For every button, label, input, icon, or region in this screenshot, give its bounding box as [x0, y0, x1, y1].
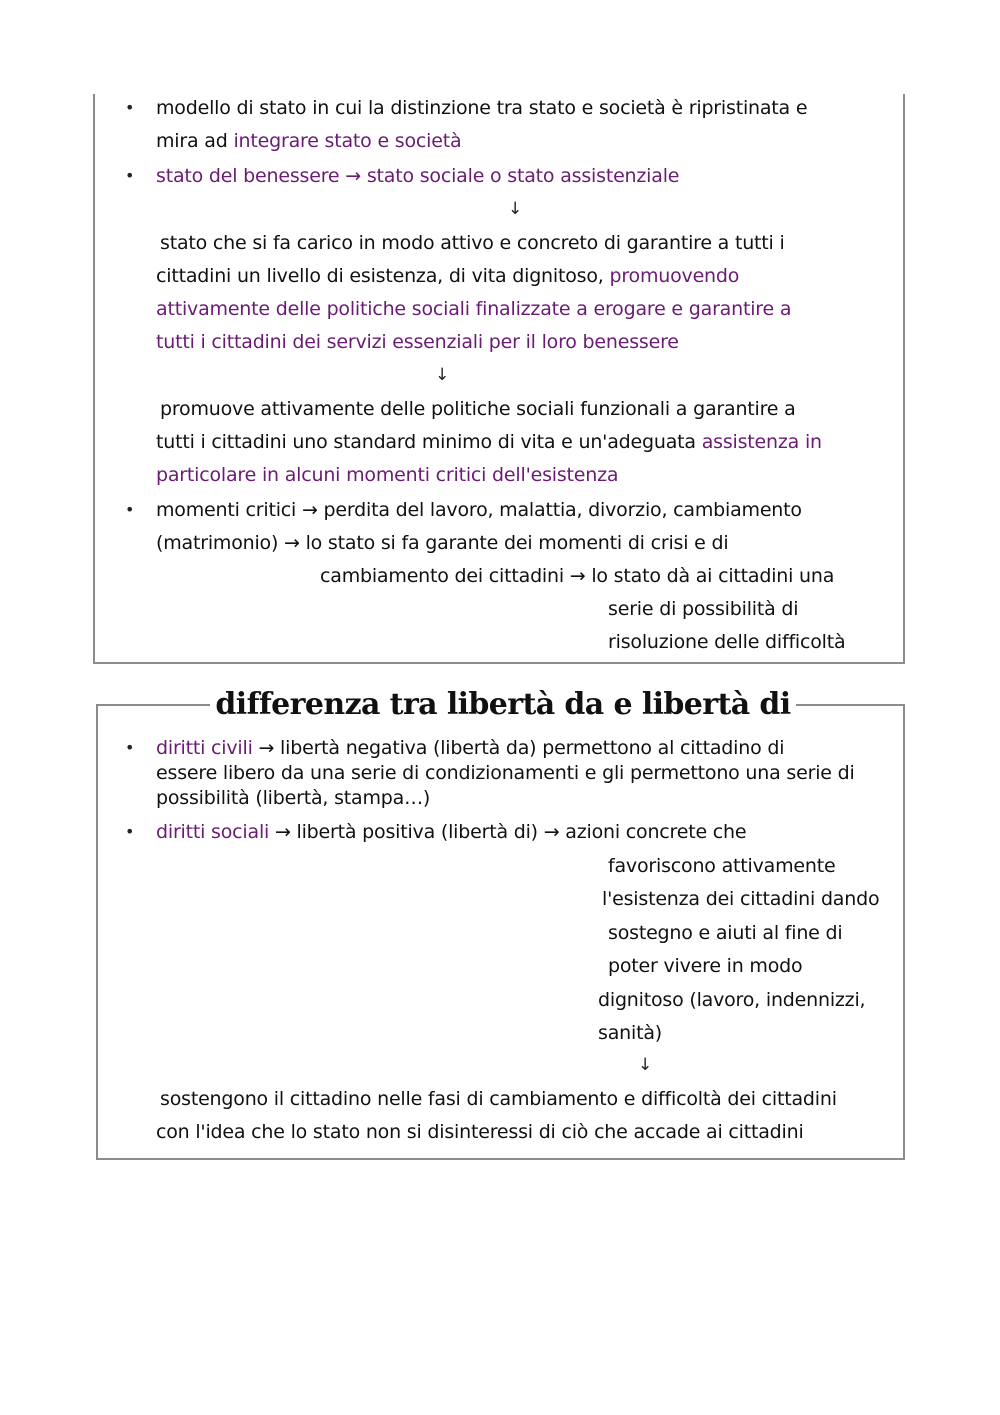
- note-line: (matrimonio) → lo stato si fa garante dei momenti di crisi e di: [156, 532, 729, 554]
- highlight-text: promuovendo: [609, 265, 740, 287]
- note-line: [156, 736, 784, 760]
- note-line: sanità): [598, 1022, 662, 1044]
- bullet-marker: •: [125, 822, 135, 841]
- down-arrow-icon: ↓: [638, 1055, 653, 1075]
- highlight-text: diritti civili: [156, 737, 253, 759]
- note-line: con l'idea che lo stato non si disinteressi di ciò che accade ai cittadini: [156, 1121, 804, 1143]
- note-line: sostegno e aiuti al fine di: [608, 922, 843, 944]
- note-line: momenti critici → perdita del lavoro, malattia, divorzio, cambiamento: [156, 499, 802, 521]
- highlight-line: tutti i cittadini dei servizi essenziali per il loro benessere: [156, 331, 679, 353]
- down-arrow-icon: ↓: [435, 365, 450, 385]
- note-line: sostengono il cittadino nelle fasi di cambiamento e difficoltà dei cittadini: [160, 1088, 837, 1110]
- bullet-marker: •: [125, 98, 135, 117]
- note-text: mira ad: [156, 130, 234, 152]
- section-title: differenza tra libertà da e libertà di: [210, 685, 796, 725]
- note-line: [156, 129, 461, 153]
- note-text: → libertà positiva (libertà di) → azioni concrete che: [269, 821, 747, 843]
- bullet-marker: •: [125, 166, 135, 185]
- note-line: poter vivere in modo: [608, 955, 803, 977]
- note-text: cittadini un livello di esistenza, di vita dignitoso,: [156, 265, 610, 287]
- highlight-text: diritti sociali: [156, 821, 270, 843]
- note-line: promuove attivamente delle politiche sociali funzionali a garantire a: [160, 398, 796, 420]
- highlight-line: stato del benessere → stato sociale o stato assistenziale: [156, 165, 680, 187]
- highlight-line: attivamente delle politiche sociali finalizzate a erogare e garantire a: [156, 298, 792, 320]
- highlight-text: integrare stato e società: [233, 130, 462, 152]
- bullet-marker: •: [125, 500, 135, 519]
- note-line: [156, 430, 822, 454]
- note-line: risoluzione delle difficoltà: [608, 631, 846, 653]
- note-line: favoriscono attivamente: [608, 855, 836, 877]
- note-text: tutti i cittadini uno standard minimo di vita e un'adeguata: [156, 431, 702, 453]
- note-line: stato che si fa carico in modo attivo e concreto di garantire a tutti i: [160, 232, 785, 254]
- note-line: dignitoso (lavoro, indennizzi,: [598, 989, 866, 1011]
- down-arrow-icon: ↓: [508, 199, 523, 219]
- note-line: possibilità (libertà, stampa…): [156, 787, 431, 809]
- note-line: cambiamento dei cittadini → lo stato dà ai cittadini una: [320, 565, 835, 587]
- note-line: l'esistenza dei cittadini dando: [602, 888, 880, 910]
- note-line: modello di stato in cui la distinzione tra stato e società è ripristinata e: [156, 97, 808, 119]
- highlight-line: particolare in alcuni momenti critici dell'esistenza: [156, 464, 619, 486]
- note-line: essere libero da una serie di condizionamenti e gli permettono una serie di: [156, 762, 855, 784]
- bullet-marker: •: [125, 738, 135, 757]
- note-line: [156, 820, 746, 844]
- highlight-text: assistenza in: [701, 431, 822, 453]
- note-text: → libertà negativa (libertà da) permettono al cittadino di: [252, 737, 785, 759]
- note-line: serie di possibilità di: [608, 598, 799, 620]
- note-line: [156, 264, 739, 288]
